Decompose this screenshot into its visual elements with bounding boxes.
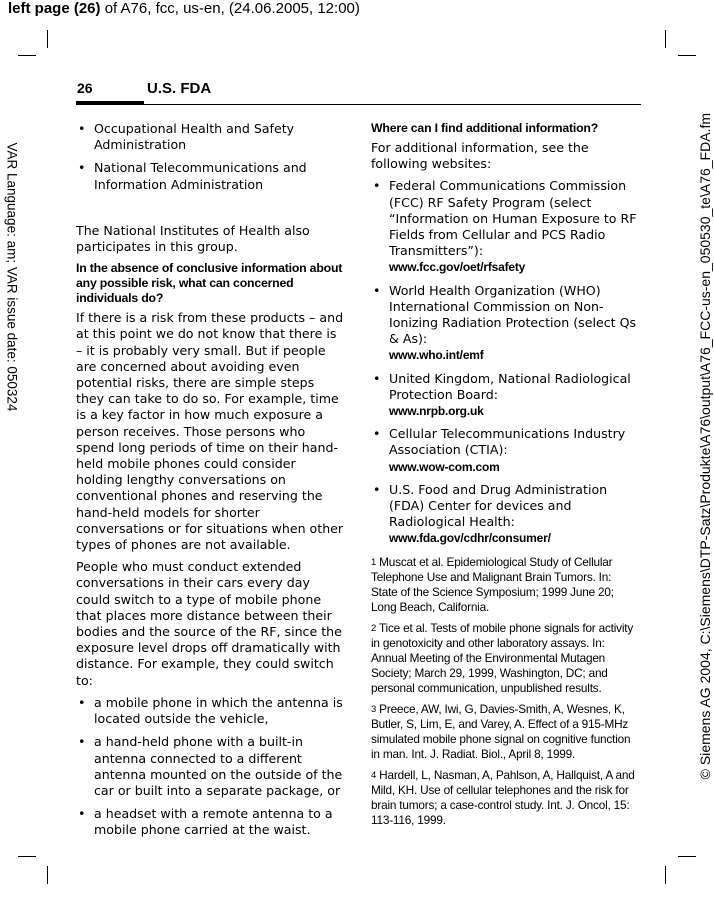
footnote: $^2$ Tice et al. Tests of mobile phone signals for activity in genotoxicity and other laboratory assays. In: Annual Meeting of the Environmental Mutagen Society; March 29, 1999, Washington, DC; and personal communication, unpublished results. [371,620,634,695]
list-item: • United Kingdom, National Radiological Protection Board: www.nrpb.org.uk [371,371,639,420]
question-heading: In the absence of conclusive information about any possible risk, what can concerned individuals do? [76,261,343,306]
list-item: • a mobile phone in which the antenna is located outside the vehicle, [78,694,343,727]
website-link[interactable]: www.fcc.gov/oet/rfsafety [389,260,526,275]
website-link[interactable]: www.who.int/emf [389,348,484,363]
page-title: U.S. FDA [147,80,212,97]
crop-mark [18,856,36,857]
footnote: $^4$ Hardell, L, Nasman, A, Pahlson, A, Hallquist, A and Mild, KH. Use of cellular telephones and the risk for brain tumors; a case-control study. Int. J. Oncol, 15: 113-116, 1999. [371,767,635,827]
right-column [371,121,639,834]
list-item: • a headset with a remote antenna to a mobile phone carried at the waist. [78,806,333,838]
crop-mark [665,30,666,48]
options-list [76,695,344,839]
crop-mark [665,866,666,884]
crop-mark [47,30,48,48]
crop-mark [678,55,696,56]
list-item: • a hand-held phone with a built-in antenna connected to a different antenna mounted on the outside of the car or built into a separate package, or [78,734,343,798]
crop-mark [47,866,48,884]
list-item: • National Telecommunications and Information Administration [78,160,307,192]
paragraph: For additional information, see the following websites: [371,140,589,172]
website-link[interactable]: www.nrpb.org.uk [389,404,484,419]
crop-mark [18,55,36,56]
paragraph: People who must conduct extended conversations in their cars every day could switch to a type of mobile phone that places more distance between their bodies and the source of the RF, since the exposure level drops off dramatically with distance. For example, they could switch to: [76,559,342,688]
question-heading: Where can I find additional information? [371,121,599,135]
crop-mark [678,856,696,857]
list-item: • Federal Communications Commission (FCC) RF Safety Program (select “Information on Human Exposure to RF Fields from Cellular and PCS Radio Transmitters”): www.fcc.gov/oet/rfsafety [371,178,639,275]
footnote: $^1$ Muscat et al. Epidemiological Study of Cellular Telephone Use and Malignant Brain Tumors. In: State of the Science Symposium; 1999 June 20; Long Beach, California. [371,554,614,614]
website-link[interactable]: www.wow-com.com [389,459,500,474]
side-copyright-path: © Siemens AG 2004, C:\Siemens\DTP-Satz\Produkte\A76\output\A76_FCC-us-en_050530_te\A76_FDA.fm [697,113,713,780]
list-item: • U.S. Food and Drug Administration (FDA) Center for devices and Radiological Health: www.fda.gov/cdhr/consumer/ [371,482,639,547]
agency-list [76,121,344,193]
paragraph: If there is a risk from these products – and at this point we do not know that there is – it is probably very small. But if people are concerned about avoiding even potential risks, there are simple steps they can take to do so. For example, time is a key factor in how much exposure a person receives. Those persons who spend long periods of time on their hand-held mobile phones could consider holding lengthy conversations on conventional phones and reserving the hand-held models for shorter conversations or for situations when other types of phones are not available. [76,310,344,553]
file-header [8,0,360,17]
header-rule-thick [76,101,144,105]
file-header-info: of A76, fcc, us-en, (24.06.2005, 12:00) [100,0,360,17]
list-item: • Cellular Telecommunications Industry Association (CTIA): www.wow-com.com [371,426,639,475]
nih-paragraph: The National Institutes of Health also participates in this group. [76,222,310,255]
footnote: $^3$ Preece, AW, Iwi, G, Davies-Smith, A, Wesnes, K, Butler, S, Lim, E, and Varey, A. Effect of a 915-MHz simulated mobile phone signal on cognitive function in man. Int. J. Radiat. Biol., April 8, 1999. [371,701,631,761]
left-column [76,121,344,847]
header-rule [144,104,641,105]
website-link[interactable]: www.fda.gov/cdhr/consumer/ [389,531,551,546]
side-language-info: VAR Language: am; VAR issue date: 050324 [4,142,20,412]
file-header-page: left page (26) [8,0,101,17]
list-item: • World Health Organization (WHO) International Commission on Non-Ionizing Radiation Protection (select Qs & As): www.who.int/emf [371,283,639,364]
page-number: 26 [77,80,93,96]
list-item: • Occupational Health and Safety Administration [78,121,295,153]
websites-list [371,178,639,546]
